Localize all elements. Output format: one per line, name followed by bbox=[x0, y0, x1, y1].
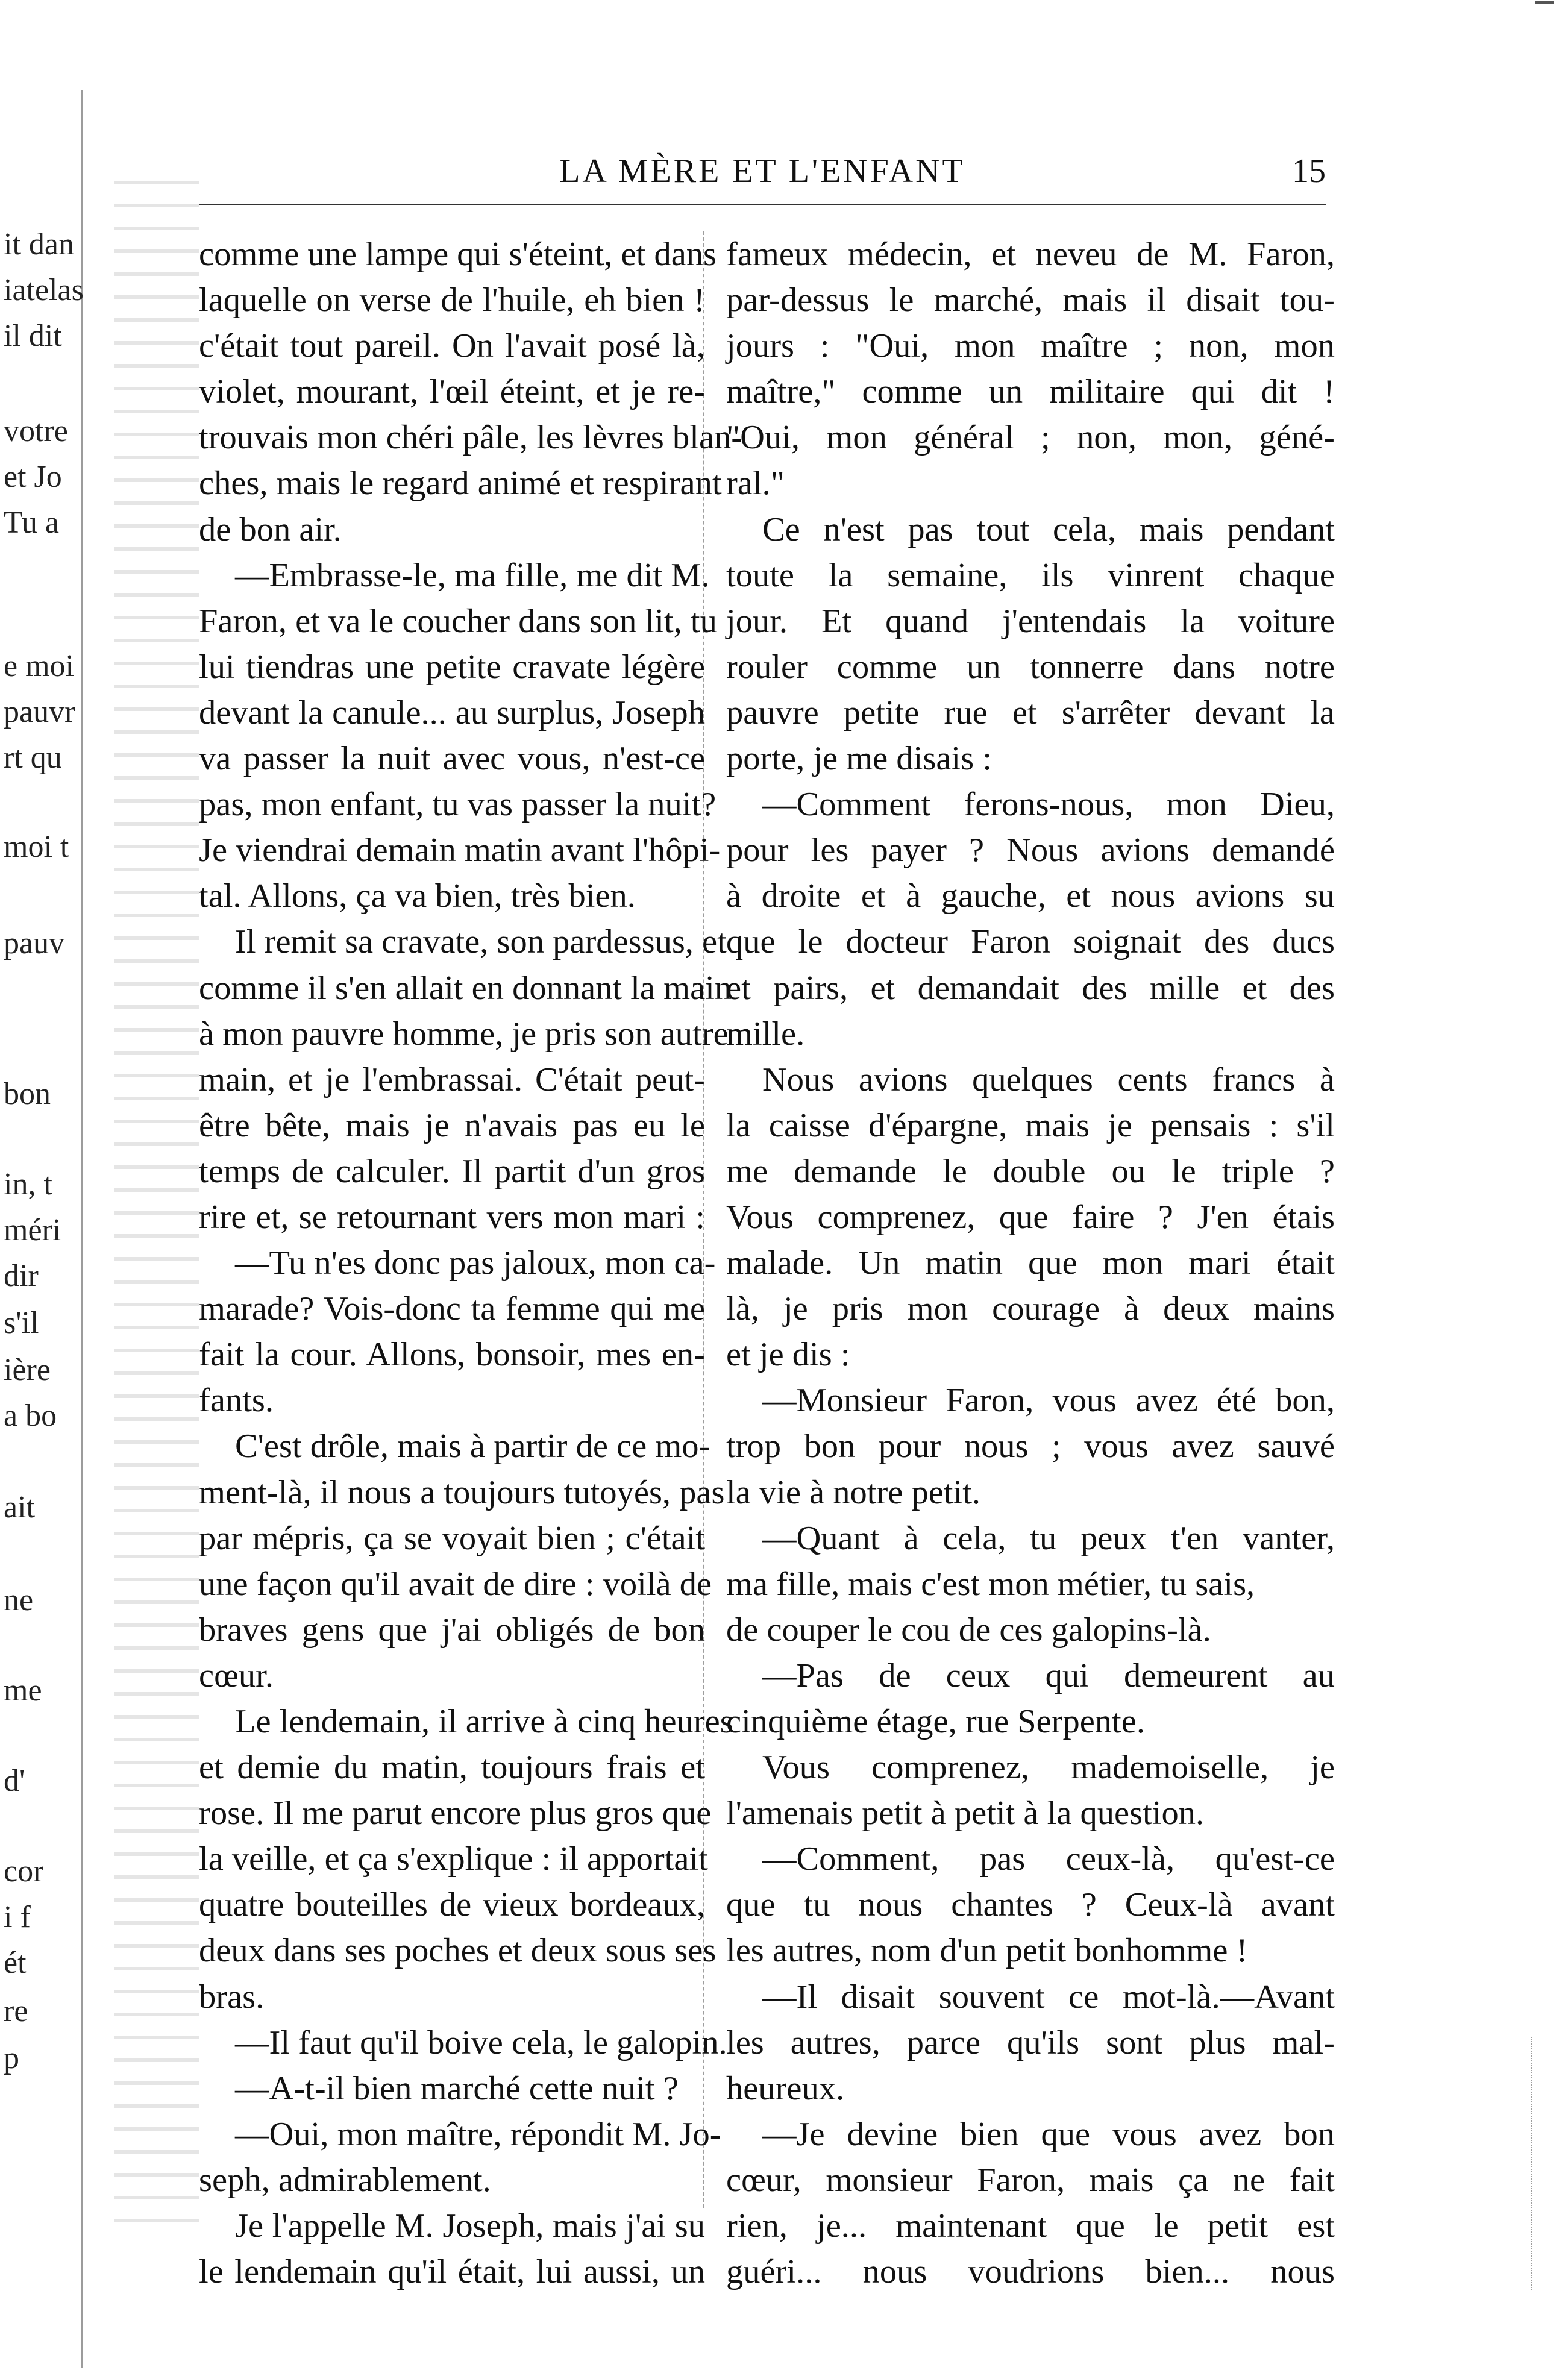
gutter-text-fragment: pauv bbox=[4, 926, 65, 961]
right-text-line: Vous comprenez, mademoiselle, je bbox=[762, 1749, 1335, 1787]
previous-page-fragment bbox=[0, 229, 199, 2266]
right-text-line: rien, je... maintenant que le petit est bbox=[726, 2207, 1335, 2245]
left-text-line: —Oui, mon maître, répondit M. Jo- bbox=[235, 2115, 721, 2153]
left-text-line: violet, mourant, l'œil éteint, et je re- bbox=[199, 373, 705, 411]
left-text-line: C'est drôle, mais à partir de ce mo- bbox=[235, 1428, 710, 1465]
right-text-line: —Je devine bien que vous avez bon bbox=[762, 2115, 1335, 2153]
gutter-text-fragment: rt qu bbox=[4, 741, 62, 775]
left-text-line: fait la cour. Allons, bonsoir, mes en- bbox=[199, 1336, 705, 1374]
left-text-line: et demie du matin, toujours frais et bbox=[199, 1749, 705, 1787]
right-text-line: —Monsieur Faron, vous avez été bon, bbox=[762, 1382, 1335, 1420]
left-text-line: pas, mon enfant, tu vas passer la nuit? bbox=[199, 786, 717, 824]
left-text-column bbox=[199, 231, 743, 2295]
right-text-line: ral." bbox=[726, 465, 785, 503]
left-text-line: temps de calculer. Il partit d'un gros bbox=[199, 1152, 705, 1190]
left-text-line: ment-là, il nous a toujours tutoyés, pas bbox=[199, 1473, 725, 1511]
left-text-line: ches, mais le regard animé et respirant bbox=[199, 465, 722, 503]
right-text-line: que tu nous chantes ? Ceux-là avant bbox=[726, 1886, 1335, 1924]
gutter-text-fragment: me bbox=[4, 1673, 42, 1708]
gutter-text-fragment: méri bbox=[4, 1213, 61, 1247]
right-text-line: me demande le double ou le triple ? bbox=[726, 1152, 1335, 1190]
gutter-text-fragment: a bo bbox=[4, 1399, 57, 1433]
right-text-line: que le docteur Faron soignait des ducs bbox=[726, 923, 1335, 961]
right-text-line: là, je pris mon courage à deux mains bbox=[726, 1290, 1335, 1328]
right-text-line: la caisse d'épargne, mais je pensais : s'il bbox=[726, 1106, 1335, 1144]
gutter-text-fragment: re bbox=[4, 1994, 28, 2028]
left-text-line: Le lendemain, il arrive à cinq heures bbox=[235, 1703, 733, 1740]
gutter-text-fragment: bon bbox=[4, 1077, 51, 1111]
right-text-line: Ce n'est pas tout cela, mais pendant bbox=[762, 510, 1335, 548]
right-text-line: —Quant à cela, tu peux t'en vanter, bbox=[762, 1519, 1335, 1557]
right-text-line: jour. Et quand j'entendais la voiture bbox=[726, 602, 1335, 640]
right-text-line: Nous avions quelques cents francs à bbox=[762, 1061, 1335, 1099]
gutter-text-fragment: moi t bbox=[4, 830, 69, 864]
left-text-line: marade? Vois-donc ta femme qui me bbox=[199, 1290, 705, 1328]
gutter-text-fragment: ne bbox=[4, 1583, 34, 1617]
right-text-line: à droite et à gauche, et nous avions su bbox=[726, 877, 1335, 915]
left-text-line: rose. Il me parut encore plus gros que bbox=[199, 1794, 712, 1832]
running-title: LA MÈRE ET L'ENFANT bbox=[559, 152, 965, 190]
right-text-line: malade. Un matin que mon mari était bbox=[726, 1244, 1335, 1282]
right-text-line: toute la semaine, ils vinrent chaque bbox=[726, 556, 1335, 594]
left-text-line: —Il faut qu'il boive cela, le galopin. bbox=[235, 2023, 727, 2061]
left-text-line: comme il s'en allait en donnant la main bbox=[199, 969, 732, 1007]
left-text-line: quatre bouteilles de vieux bordeaux, bbox=[199, 1886, 705, 1924]
gutter-text-fragment: s'il bbox=[4, 1306, 39, 1340]
left-text-line: par mépris, ça se voyait bien ; c'était bbox=[199, 1519, 705, 1557]
gutter-text-fragment: dir bbox=[4, 1259, 39, 1293]
gutter-text-fragment: in, t bbox=[4, 1167, 52, 1202]
gutter-text-fragment: et Jo bbox=[4, 460, 62, 494]
right-text-line: rouler comme un tonnerre dans notre bbox=[726, 648, 1335, 686]
right-text-line: pauvre petite rue et s'arrêter devant la bbox=[726, 694, 1335, 732]
left-text-line: —Tu n'es donc pas jaloux, mon ca- bbox=[235, 1244, 716, 1282]
right-text-line: porte, je me disais : bbox=[726, 740, 992, 778]
left-text-line: cœur. bbox=[199, 1657, 274, 1694]
left-text-line: —A-t-il bien marché cette nuit ? bbox=[235, 2069, 679, 2107]
left-text-line: c'était tout pareil. On l'avait posé là, bbox=[199, 327, 705, 365]
right-text-line: et pairs, et demandait des mille et des bbox=[726, 969, 1335, 1007]
left-text-line: deux dans ses poches et deux sous ses bbox=[199, 1932, 717, 1970]
gutter-text-fragment: votre bbox=[4, 414, 68, 448]
right-text-line: mille. bbox=[726, 1015, 805, 1053]
scan-mark bbox=[1535, 1, 1554, 4]
gutter-text-fragment: ét bbox=[4, 1946, 27, 1980]
left-text-line: devant la canule... au surplus, Joseph bbox=[199, 694, 705, 732]
right-text-line: et je dis : bbox=[726, 1336, 850, 1374]
right-text-line: de couper le cou de ces galopins-là. bbox=[726, 1611, 1211, 1649]
left-text-line: braves gens que j'ai obligés de bon bbox=[199, 1611, 705, 1649]
left-text-line: seph, admirablement. bbox=[199, 2161, 491, 2199]
gutter-text-fragment: il dit bbox=[4, 319, 62, 353]
right-text-line: l'amenais petit à petit à la question. bbox=[726, 1794, 1205, 1832]
left-text-line: être bête, mais je n'avais pas eu le bbox=[199, 1106, 705, 1144]
gutter-text-fragment: pauvr bbox=[4, 695, 75, 729]
gutter-text-fragment: p bbox=[4, 2041, 19, 2075]
right-text-line: fameux médecin, et neveu de M. Faron, bbox=[726, 236, 1335, 273]
right-text-line: Vous comprenez, que faire ? J'en étais bbox=[726, 1198, 1335, 1236]
left-text-line: laquelle on verse de l'huile, eh bien ! bbox=[199, 281, 705, 319]
header-rule bbox=[199, 204, 1326, 205]
gutter-text-fragment: e moi bbox=[4, 649, 74, 683]
left-text-line: lui tiendras une petite cravate légère bbox=[199, 648, 705, 686]
right-text-line: —Comment ferons-nous, mon Dieu, bbox=[762, 786, 1335, 824]
left-text-line: une façon qu'il avait de dire : voilà de bbox=[199, 1565, 712, 1603]
right-text-line: maître," comme un militaire qui dit ! bbox=[726, 373, 1335, 411]
right-text-line: les autres, parce qu'ils sont plus mal- bbox=[726, 2023, 1335, 2061]
running-head bbox=[199, 152, 1326, 200]
gutter-text-fragment: iatelas bbox=[4, 273, 84, 307]
left-text-line: bras. bbox=[199, 1978, 265, 2016]
left-text-line: Je viendrai demain matin avant l'hôpi- bbox=[199, 832, 721, 870]
right-text-line: ma fille, mais c'est mon métier, tu sais, bbox=[726, 1565, 1255, 1603]
right-text-line: guéri... nous voudrions bien... nous bbox=[726, 2253, 1335, 2291]
right-text-line: cœur, monsieur Faron, mais ça ne fait bbox=[726, 2161, 1335, 2199]
column-divider bbox=[703, 231, 704, 2208]
left-text-line: de bon air. bbox=[199, 510, 342, 548]
right-text-line: par-dessus le marché, mais il disait tou- bbox=[726, 281, 1335, 319]
left-text-line: Je l'appelle M. Joseph, mais j'ai su bbox=[235, 2207, 705, 2245]
left-text-line: main, et je l'embrassai. C'était peut- bbox=[199, 1061, 705, 1099]
gutter-text-fragment: Tu a bbox=[4, 506, 60, 540]
right-text-line: pour les payer ? Nous avions demandé bbox=[726, 832, 1335, 870]
left-text-line: comme une lampe qui s'éteint, et dans bbox=[199, 236, 717, 273]
gutter-text-fragment: d' bbox=[4, 1764, 25, 1798]
left-text-line: la veille, et ça s'explique : il apportait bbox=[199, 1840, 708, 1878]
left-text-line: trouvais mon chéri pâle, les lèvres blan- bbox=[199, 419, 743, 457]
right-text-line: cinquième étage, rue Serpente. bbox=[726, 1703, 1145, 1740]
left-text-line: le lendemain qu'il était, lui aussi, un bbox=[199, 2253, 705, 2291]
left-text-line: à mon pauvre homme, je pris son autre bbox=[199, 1015, 729, 1053]
right-text-column bbox=[726, 231, 1335, 2295]
right-text-line: "Oui, mon général ; non, mon, géné- bbox=[726, 419, 1335, 457]
left-text-line: va passer la nuit avec vous, n'est-ce bbox=[199, 740, 705, 778]
left-text-line: —Embrasse-le, ma fille, me dit M. bbox=[235, 556, 710, 594]
right-text-line: heureux. bbox=[726, 2069, 845, 2107]
right-text-line: —Pas de ceux qui demeurent au bbox=[762, 1657, 1335, 1694]
left-text-line: tal. Allons, ça va bien, très bien. bbox=[199, 877, 636, 915]
left-text-line: Faron, et va le coucher dans son lit, tu bbox=[199, 602, 717, 640]
right-text-line: jours : "Oui, mon maître ; non, mon bbox=[726, 327, 1335, 365]
gutter-text-fragment: it dan bbox=[4, 229, 74, 262]
left-text-line: fants. bbox=[199, 1382, 274, 1420]
right-text-line: trop bon pour nous ; vous avez sauvé bbox=[726, 1428, 1335, 1465]
gutter-text-fragment: i f bbox=[4, 1900, 31, 1934]
page-number: 15 bbox=[1292, 152, 1326, 190]
right-text-line: —Il disait souvent ce mot-là.—Avant bbox=[762, 1978, 1335, 2016]
right-text-line: —Comment, pas ceux-là, qu'est-ce bbox=[762, 1840, 1335, 1878]
gutter-text-fragment: ait bbox=[4, 1490, 35, 1525]
left-text-line: rire et, se retournant vers mon mari : bbox=[199, 1198, 705, 1236]
page-edge-marks bbox=[1531, 2037, 1544, 2290]
gutter-text-fragment: cor bbox=[4, 1854, 44, 1888]
left-text-line: Il remit sa cravate, son pardessus, et bbox=[235, 923, 727, 961]
right-text-line: la vie à notre petit. bbox=[726, 1473, 981, 1511]
gutter-text-fragment: ière bbox=[4, 1353, 51, 1387]
right-text-line: les autres, nom d'un petit bonhomme ! bbox=[726, 1932, 1248, 1970]
